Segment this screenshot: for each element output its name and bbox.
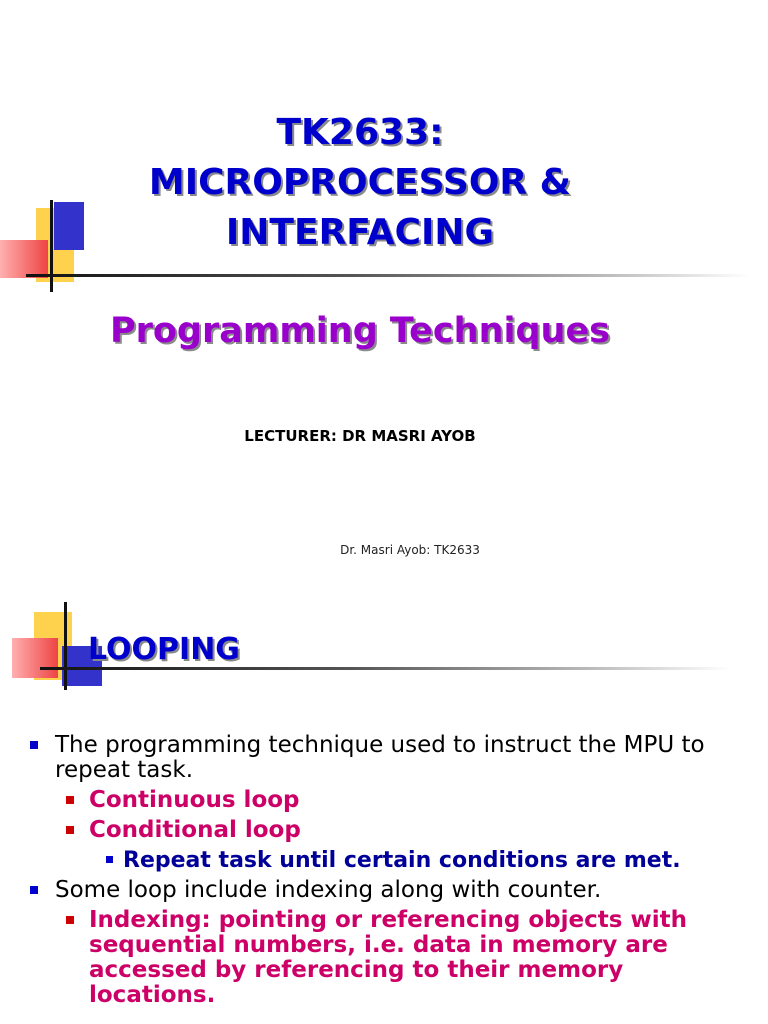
vertical-rule [64,602,67,690]
bullet-item [28,878,748,903]
sub-sub-bullet-item [28,848,748,873]
square-bullet-icon [30,741,38,749]
slide-subtitle: Programming Techniques [109,311,611,351]
sub-bullet-item [28,788,748,813]
bullet-text: Some loop include indexing along with counter. [55,877,602,903]
square-bullet-icon [106,856,113,863]
sub-bullet-text: Indexing: pointing or referencing objects with sequential numbers, i.e. data in memory are accessed by referencing to their memory locations. [89,907,687,1008]
square-bullet-icon [66,796,74,804]
slide-footer: Dr. Masri Ayob: TK2633 [340,543,480,557]
red-square [0,240,48,278]
bullet-list [28,733,748,1008]
slide-title: LOOPING [88,632,240,667]
lecturer-name: LECTURER: DR MASRI AYOB [244,427,476,445]
sub-bullet-item [28,908,748,1008]
sub-sub-bullet-text: Repeat task until certain conditions are met. [123,848,681,873]
course-title-line-3: INTERFACING [225,212,495,253]
sub-bullet-item [28,818,748,843]
looping-slide [0,590,768,1024]
sub-bullet-text: Conditional loop [89,817,301,843]
vertical-rule [50,200,53,292]
course-title [60,108,660,258]
square-bullet-icon [66,826,74,834]
square-bullet-icon [66,916,74,924]
horizontal-rule [26,274,750,277]
square-bullet-icon [30,886,38,894]
course-title-line-1: TK2633: [276,112,444,153]
bullet-text: The programming technique used to instruct the MPU to repeat task. [55,732,705,783]
sub-bullet-text: Continuous loop [89,787,300,813]
course-title-line-2: MICROPROCESSOR & [148,162,572,203]
red-square [12,638,58,678]
bullet-item [28,733,748,783]
